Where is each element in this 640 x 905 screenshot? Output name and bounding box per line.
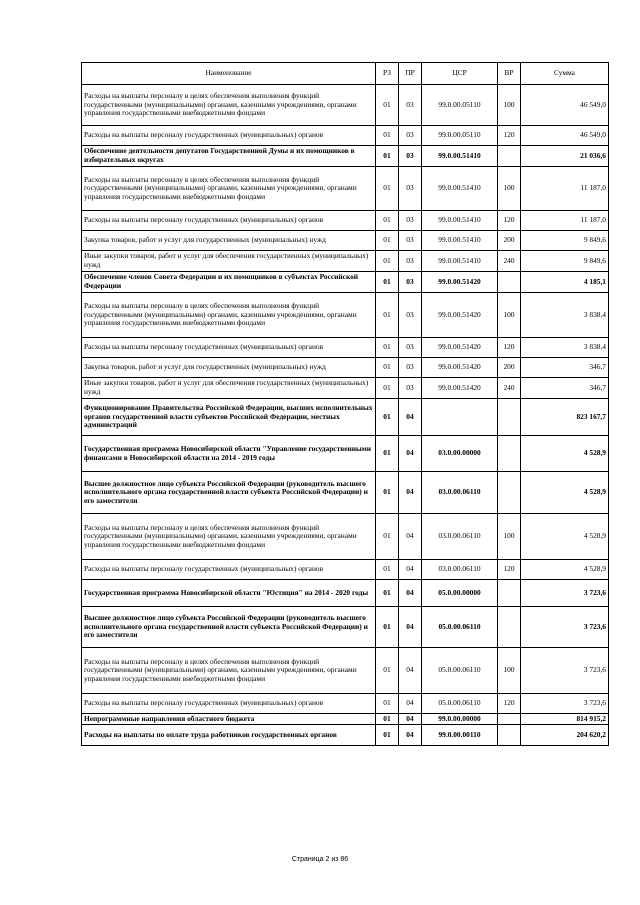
- cell-name: Закупка товаров, работ и услуг для государственных (муниципальных) нужд: [82, 358, 376, 378]
- cell-vr: 100: [498, 85, 521, 126]
- cell-csr: 99.0.00.00000: [422, 714, 498, 725]
- table-row: [82, 399, 609, 436]
- table-row: [82, 607, 609, 648]
- cell-pr: 03: [399, 338, 422, 358]
- cell-csr: 03.0.00.00000: [422, 436, 498, 472]
- cell-csr: 99.0.00.05110: [422, 85, 498, 126]
- cell-pr: 03: [399, 126, 422, 146]
- cell-vr: 200: [498, 358, 521, 378]
- cell-pr: 04: [399, 580, 422, 607]
- cell-vr: 100: [498, 167, 521, 211]
- cell-sum: 346,7: [521, 358, 609, 378]
- table-row: [82, 472, 609, 514]
- cell-csr: 99.0.00.51420: [422, 338, 498, 358]
- table-row: [82, 580, 609, 607]
- cell-vr: 100: [498, 514, 521, 560]
- cell-sum: 4 528,9: [521, 472, 609, 514]
- cell-rz: 01: [376, 146, 399, 167]
- cell-sum: 21 036,6: [521, 146, 609, 167]
- cell-pr: 03: [399, 211, 422, 231]
- table-row: [82, 358, 609, 378]
- cell-name: Расходы на выплаты по оплате труда работников государственных органов: [82, 725, 376, 746]
- table-row: [82, 338, 609, 358]
- cell-vr: [498, 580, 521, 607]
- cell-vr: 120: [498, 560, 521, 580]
- cell-csr: 99.0.00.00110: [422, 725, 498, 746]
- cell-vr: [498, 607, 521, 648]
- cell-pr: 03: [399, 358, 422, 378]
- cell-rz: 01: [376, 338, 399, 358]
- cell-rz: 01: [376, 648, 399, 694]
- cell-csr: 99.0.00.51410: [422, 211, 498, 231]
- cell-pr: 03: [399, 231, 422, 251]
- cell-name: Обеспечение деятельности депутатов Государственной Думы и их помощников в избирательных округах: [82, 146, 376, 167]
- cell-name: Расходы на выплаты персоналу в целях обеспечения выполнения функций государственными (муниципальными) органами, казенными учреждениями, органами управления государственными внебюджетными фондами: [82, 293, 376, 338]
- cell-vr: 240: [498, 378, 521, 399]
- cell-rz: 01: [376, 472, 399, 514]
- cell-sum: 3 723,6: [521, 607, 609, 648]
- cell-csr: 05.0.00.06110: [422, 648, 498, 694]
- cell-pr: 04: [399, 694, 422, 714]
- cell-sum: 3 838,4: [521, 293, 609, 338]
- cell-vr: 120: [498, 126, 521, 146]
- table-row: [82, 293, 609, 338]
- cell-rz: 01: [376, 580, 399, 607]
- cell-pr: 03: [399, 146, 422, 167]
- cell-sum: 46 549,0: [521, 85, 609, 126]
- cell-pr: 03: [399, 293, 422, 338]
- table-row: [82, 167, 609, 211]
- cell-csr: 03.0.00.06110: [422, 514, 498, 560]
- cell-rz: 01: [376, 126, 399, 146]
- cell-rz: 01: [376, 358, 399, 378]
- cell-pr: 04: [399, 436, 422, 472]
- cell-csr: 99.0.00.51410: [422, 146, 498, 167]
- cell-pr: 03: [399, 167, 422, 211]
- table-body: [82, 85, 609, 746]
- cell-vr: 100: [498, 293, 521, 338]
- header-name: Наименование: [82, 63, 376, 85]
- cell-name: Расходы на выплаты персоналу государственных (муниципальных) органов: [82, 694, 376, 714]
- cell-name: Закупка товаров, работ и услуг для государственных (муниципальных) нужд: [82, 231, 376, 251]
- cell-pr: 04: [399, 648, 422, 694]
- cell-csr: 99.0.00.51420: [422, 293, 498, 338]
- cell-rz: 01: [376, 272, 399, 293]
- cell-vr: 200: [498, 231, 521, 251]
- cell-pr: 03: [399, 272, 422, 293]
- cell-csr: 03.0.00.06110: [422, 560, 498, 580]
- cell-csr: 99.0.00.05110: [422, 126, 498, 146]
- cell-name: Расходы на выплаты персоналу государственных (муниципальных) органов: [82, 338, 376, 358]
- table-row: [82, 725, 609, 746]
- cell-name: Иные закупки товаров, работ и услуг для обеспечения государственных (муниципальных) нужд: [82, 378, 376, 399]
- cell-vr: [498, 399, 521, 436]
- cell-sum: 4 528,9: [521, 514, 609, 560]
- cell-name: Высшее должностное лицо субъекта Российской Федерации (руководитель высшего исполнительного органа государственной власти субъекта Российской Федерации) и его заместители: [82, 607, 376, 648]
- cell-sum: 9 849,6: [521, 231, 609, 251]
- cell-csr: 99.0.00.51420: [422, 358, 498, 378]
- cell-name: Непрограммные направления областного бюджета: [82, 714, 376, 725]
- cell-sum: 3 838,4: [521, 338, 609, 358]
- header-sum: Сумма: [521, 63, 609, 85]
- cell-csr: 99.0.00.51420: [422, 272, 498, 293]
- table-row: [82, 648, 609, 694]
- cell-vr: 100: [498, 648, 521, 694]
- cell-sum: 4 185,1: [521, 272, 609, 293]
- table-row: [82, 272, 609, 293]
- table-row: [82, 146, 609, 167]
- table-row: [82, 560, 609, 580]
- cell-sum: 3 723,6: [521, 648, 609, 694]
- header-vr: ВР: [498, 63, 521, 85]
- header-pr: ПР: [399, 63, 422, 85]
- cell-rz: 01: [376, 725, 399, 746]
- table-row: [82, 378, 609, 399]
- cell-sum: 204 620,2: [521, 725, 609, 746]
- cell-rz: 01: [376, 85, 399, 126]
- cell-pr: 03: [399, 378, 422, 399]
- cell-vr: [498, 472, 521, 514]
- cell-pr: 04: [399, 514, 422, 560]
- cell-rz: 01: [376, 436, 399, 472]
- cell-vr: 120: [498, 338, 521, 358]
- cell-name: Расходы на выплаты персоналу в целях обеспечения выполнения функций государственными (муниципальными) органами, казенными учреждениями, органами управления государственными внебюджетными фондами: [82, 167, 376, 211]
- cell-vr: 240: [498, 251, 521, 272]
- cell-name: Обеспечение членов Совета Федерации и их помощников в субъектах Российской Федерации: [82, 272, 376, 293]
- cell-rz: 01: [376, 378, 399, 399]
- table-header-row: [82, 63, 609, 85]
- header-rz: РЗ: [376, 63, 399, 85]
- table-row: [82, 126, 609, 146]
- cell-sum: 3 723,6: [521, 580, 609, 607]
- table-row: [82, 714, 609, 725]
- cell-rz: 01: [376, 514, 399, 560]
- cell-sum: 9 849,6: [521, 251, 609, 272]
- cell-pr: 04: [399, 725, 422, 746]
- cell-vr: [498, 436, 521, 472]
- table-row: [82, 231, 609, 251]
- cell-rz: 01: [376, 399, 399, 436]
- cell-csr: 05.0.00.06110: [422, 607, 498, 648]
- cell-csr: [422, 399, 498, 436]
- cell-sum: 346,7: [521, 378, 609, 399]
- cell-csr: 99.0.00.51410: [422, 251, 498, 272]
- cell-csr: 05.0.00.00000: [422, 580, 498, 607]
- cell-rz: 01: [376, 607, 399, 648]
- table-row: [82, 436, 609, 472]
- cell-csr: 03.0.00.06110: [422, 472, 498, 514]
- cell-sum: 4 528,9: [521, 436, 609, 472]
- table-row: [82, 211, 609, 231]
- cell-rz: 01: [376, 167, 399, 211]
- cell-sum: 46 549,0: [521, 126, 609, 146]
- cell-vr: [498, 146, 521, 167]
- cell-name: Иные закупки товаров, работ и услуг для обеспечения государственных (муниципальных) нужд: [82, 251, 376, 272]
- cell-rz: 01: [376, 293, 399, 338]
- cell-pr: 04: [399, 472, 422, 514]
- cell-pr: 03: [399, 251, 422, 272]
- cell-name: Расходы на выплаты персоналу в целях обеспечения выполнения функций государственными (муниципальными) органами, казенными учреждениями, органами управления государственными внебюджетными фондами: [82, 514, 376, 560]
- cell-sum: 4 528,9: [521, 560, 609, 580]
- cell-sum: 3 723,6: [521, 694, 609, 714]
- header-csr: ЦСР: [422, 63, 498, 85]
- budget-table: [81, 62, 609, 746]
- cell-name: Расходы на выплаты персоналу государственных (муниципальных) органов: [82, 126, 376, 146]
- cell-vr: [498, 725, 521, 746]
- cell-vr: [498, 272, 521, 293]
- table-row: [82, 514, 609, 560]
- cell-rz: 01: [376, 231, 399, 251]
- page-number: Страница 2 из 86: [291, 856, 349, 863]
- cell-sum: 814 915,2: [521, 714, 609, 725]
- cell-pr: 04: [399, 399, 422, 436]
- cell-vr: [498, 714, 521, 725]
- cell-name: Высшее должностное лицо субъекта Российской Федерации (руководитель высшего исполнительного органа государственной власти субъекта Российской Федерации) и его заместители: [82, 472, 376, 514]
- cell-rz: 01: [376, 251, 399, 272]
- cell-rz: 01: [376, 560, 399, 580]
- cell-csr: 99.0.00.51420: [422, 378, 498, 399]
- cell-pr: 03: [399, 85, 422, 126]
- cell-name: Расходы на выплаты персоналу в целях обеспечения выполнения функций государственными (муниципальными) органами, казенными учреждениями, органами управления государственными внебюджетными фондами: [82, 648, 376, 694]
- table-row: [82, 694, 609, 714]
- cell-pr: 04: [399, 607, 422, 648]
- cell-name: Расходы на выплаты персоналу государственных (муниципальных) органов: [82, 211, 376, 231]
- cell-pr: 04: [399, 714, 422, 725]
- cell-csr: 05.0.00.06110: [422, 694, 498, 714]
- cell-name: Расходы на выплаты персоналу государственных (муниципальных) органов: [82, 560, 376, 580]
- cell-pr: 04: [399, 560, 422, 580]
- table-row: [82, 85, 609, 126]
- cell-name: Государственная программа Новосибирской области "Управление государственными финансами в Новосибирской области на 2014 - 2019 годы: [82, 436, 376, 472]
- cell-sum: 11 187,0: [521, 167, 609, 211]
- cell-csr: 99.0.00.51410: [422, 167, 498, 211]
- cell-rz: 01: [376, 694, 399, 714]
- table-row: [82, 251, 609, 272]
- cell-name: Функционирование Правительства Российской Федерации, высших исполнительных органов государственной власти субъектов Российской Федерации, местных администраций: [82, 399, 376, 436]
- cell-sum: 11 187,0: [521, 211, 609, 231]
- cell-csr: 99.0.00.51410: [422, 231, 498, 251]
- cell-vr: 120: [498, 211, 521, 231]
- cell-rz: 01: [376, 211, 399, 231]
- cell-name: Государственная программа Новосибирской области "Юстиция" на 2014 - 2020 годы: [82, 580, 376, 607]
- cell-rz: 01: [376, 714, 399, 725]
- cell-vr: 120: [498, 694, 521, 714]
- cell-sum: 823 167,7: [521, 399, 609, 436]
- cell-name: Расходы на выплаты персоналу в целях обеспечения выполнения функций государственными (муниципальными) органами, казенными учреждениями, органами управления государственными внебюджетными фондами: [82, 85, 376, 126]
